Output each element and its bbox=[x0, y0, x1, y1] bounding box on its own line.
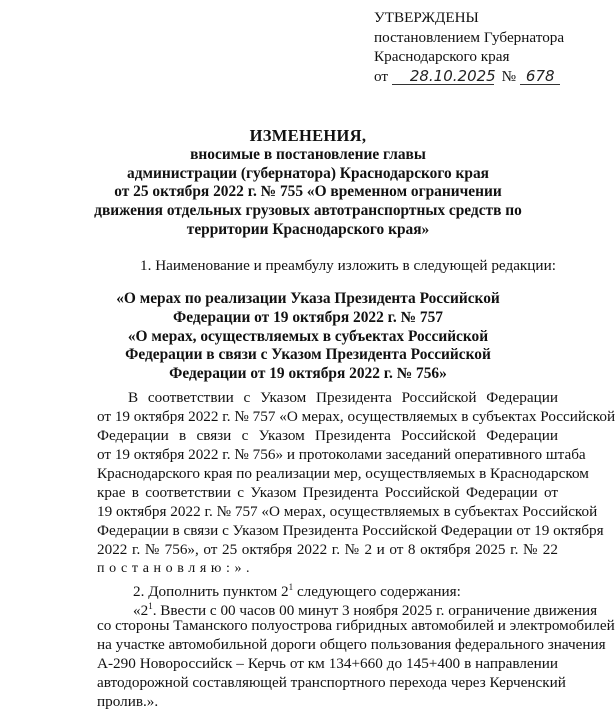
handwritten-number: 678 bbox=[520, 69, 560, 85]
approval-line-1: постановлением Губернатора bbox=[374, 28, 565, 46]
preamble-line: Федерации в связи с Указом Президента Российской Федерации от 19 октября bbox=[97, 522, 604, 539]
item-2-text-end: пролив.». bbox=[97, 693, 159, 710]
title-line: движения отдельных грузовых автотранспортных средств по bbox=[94, 202, 522, 220]
item-2-intro-suffix: следующего содержания: bbox=[293, 583, 461, 600]
item-2-text-line: А-290 Новороссийск – Керчь от км 134+660 до 145+400 в направлении bbox=[97, 655, 558, 672]
approval-line-2: Краснодарского края bbox=[374, 48, 510, 65]
preamble-line: 2022 г. № 756», от 25 октября 2022 г. № 2 и от 8 октября 2025 г. № 22 bbox=[97, 541, 558, 558]
number-prefix: № bbox=[501, 67, 517, 85]
item-2-text-line: автодорожной составляющей транспортного перехода через Керченский bbox=[97, 674, 566, 691]
date-prefix: от bbox=[374, 67, 389, 85]
preamble-line: от 19 октября 2022 г. № 756» и протоколами заседаний оперативного штаба bbox=[97, 446, 586, 463]
preamble-line: 19 октября 2022 г. № 757 «О мерах, осуществляемых в субъектах Российской bbox=[97, 503, 598, 520]
title-line: вносимые в постановление главы bbox=[190, 145, 426, 163]
title-line: администрации (губернатора) Краснодарского края bbox=[127, 164, 489, 182]
new-title-line: Федерации от 19 октября 2022 г. № 757 bbox=[173, 308, 443, 326]
title-main: ИЗМЕНЕНИЯ, bbox=[249, 126, 367, 145]
item-2-intro-text: 2. Дополнить пунктом 2 bbox=[133, 583, 289, 600]
preamble-line: от 19 октября 2022 г. № 757 «О мерах, осуществляемых в субъектах Российской bbox=[97, 408, 616, 425]
preamble-line: Федерации в связи с Указом Президента Российской Федерации bbox=[97, 427, 558, 444]
title-line: территории Краснодарского края» bbox=[186, 220, 430, 238]
superscript: 1 bbox=[148, 601, 153, 611]
item-1-intro: 1. Наименование и преамбулу изложить в следующей редакции: bbox=[140, 257, 556, 274]
preamble-line: крае в соответствии с Указом Президента Российской Федерации от bbox=[97, 484, 558, 501]
new-title-line: Федерации от 19 октября 2022 г. № 756» bbox=[169, 365, 447, 383]
title-line: от 25 октября 2022 г. № 755 «О временном ограничении bbox=[114, 183, 502, 201]
document-title bbox=[0, 127, 616, 240]
approval-heading: УТВЕРЖДЕНЫ bbox=[374, 9, 479, 26]
new-title-line: «О мерах по реализации Указа Президента Российской bbox=[116, 290, 500, 307]
item-2-text-line: на участке автомобильной дороги общего пользования федерального значения bbox=[97, 636, 606, 653]
new-title-line: Федерации в связи с Указом Президента Российской bbox=[125, 346, 491, 364]
preamble-line: Краснодарского края по реализации мер, осуществляемых в Краснодарском bbox=[97, 465, 589, 482]
preamble-end: постановляю:». bbox=[97, 561, 255, 576]
item-1-new-title bbox=[44, 290, 572, 384]
handwritten-date: 28.10.2025 bbox=[392, 69, 494, 85]
new-title-line: «О мерах, осуществляемых в субъектах Российской bbox=[127, 327, 489, 345]
approval-block bbox=[374, 8, 564, 86]
preamble-line: В соответствии с Указом Президента Российской Федерации bbox=[128, 389, 558, 406]
approval-date-line bbox=[374, 67, 564, 87]
item-2-text-line: со стороны Таманского полуострова гибридных автомобилей и электромобилей bbox=[97, 617, 615, 634]
superscript: 1 bbox=[288, 582, 294, 592]
item-2-text-prefix: «2 bbox=[133, 602, 149, 619]
item-2-text-suffix: . Ввести с 00 часов 00 минут 3 ноября 2025 г. ограничение движения bbox=[152, 602, 598, 619]
